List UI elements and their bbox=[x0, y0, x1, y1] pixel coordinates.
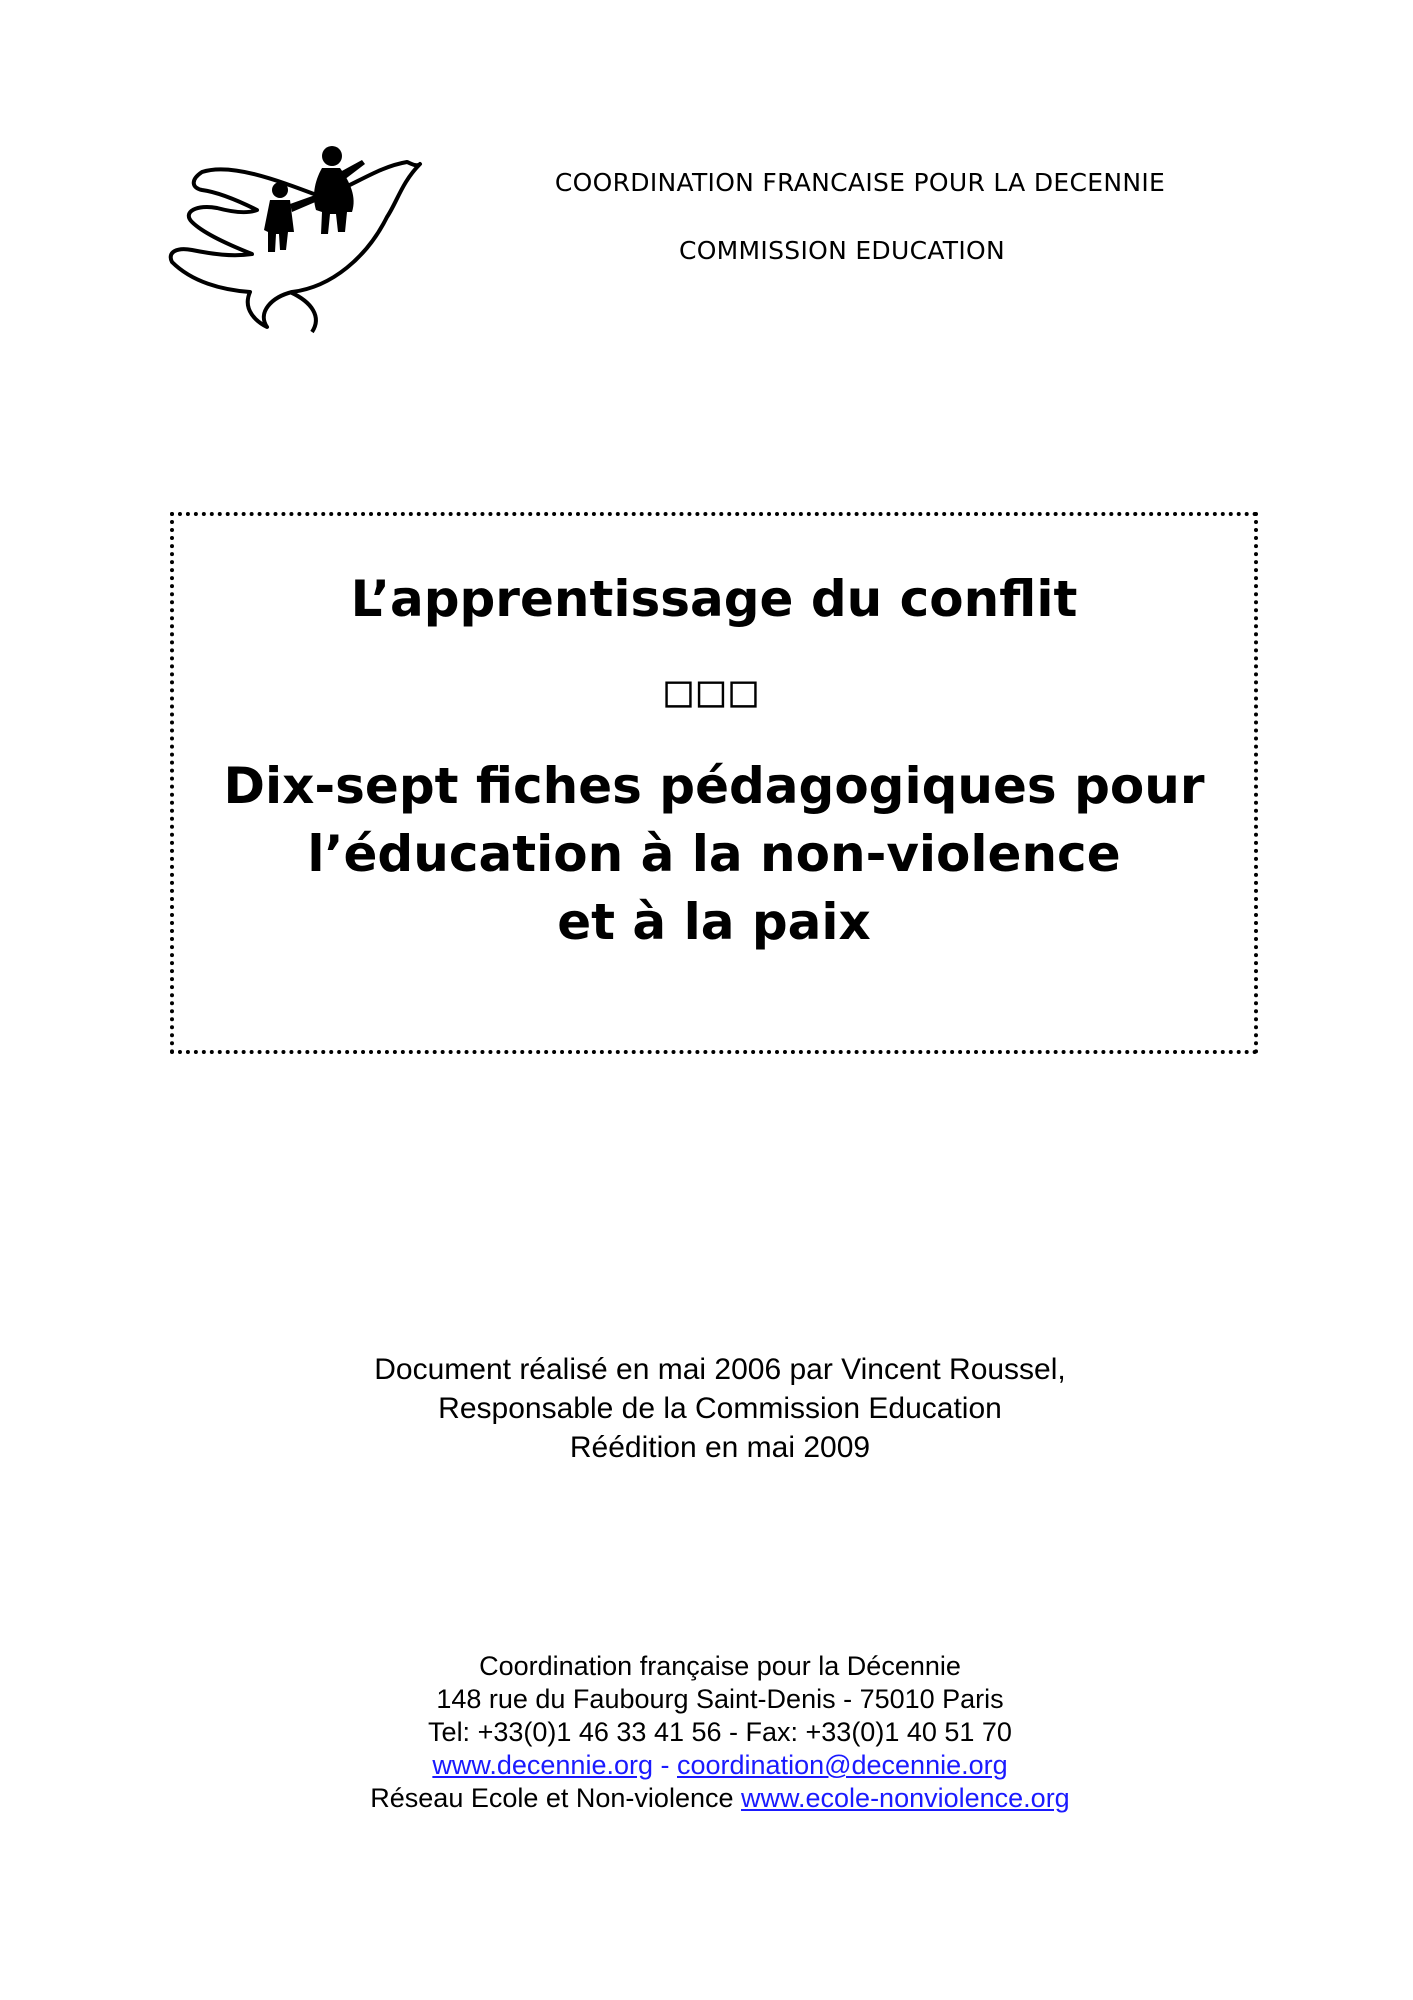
subtitle-line: Dix-sept fiches pédagogiques pour bbox=[223, 757, 1205, 815]
link-separator: - bbox=[653, 1750, 677, 1780]
network-website-link[interactable]: www.ecole-nonviolence.org bbox=[741, 1783, 1070, 1813]
credits-line: Responsable de la Commission Education bbox=[438, 1392, 1002, 1425]
network-line bbox=[240, 1782, 1200, 1815]
contact-name: Coordination française pour la Décennie bbox=[479, 1651, 961, 1681]
dove-children-logo-icon bbox=[162, 142, 432, 337]
network-separator bbox=[734, 1783, 742, 1813]
website-link[interactable]: www.decennie.org bbox=[432, 1750, 653, 1780]
title-box bbox=[170, 512, 1258, 1054]
contact-links-line bbox=[240, 1749, 1200, 1782]
contact-block bbox=[240, 1650, 1200, 1815]
credits-block bbox=[240, 1350, 1200, 1467]
commission-name: COMMISSION EDUCATION bbox=[678, 236, 1006, 265]
contact-address: 148 rue du Faubourg Saint-Denis - 75010 Paris bbox=[436, 1684, 1004, 1714]
document-title: L’apprentissage du conflit bbox=[350, 570, 1078, 628]
email-link[interactable]: coordination@decennie.org bbox=[677, 1750, 1008, 1780]
title-separator: □□□ bbox=[665, 666, 763, 717]
subtitle-line: et à la paix bbox=[557, 893, 871, 951]
document-subtitle bbox=[174, 752, 1254, 956]
network-label: Réseau Ecole et Non-violence bbox=[370, 1783, 734, 1813]
organization-name: COORDINATION FRANCAISE POUR LA DECENNIE bbox=[554, 168, 1166, 197]
credits-line: Réédition en mai 2009 bbox=[569, 1431, 871, 1464]
subtitle-line: l’éducation à la non-violence bbox=[307, 825, 1121, 883]
credits-line: Document réalisé en mai 2006 par Vincent Roussel, bbox=[374, 1353, 1066, 1386]
contact-phone: Tel: +33(0)1 46 33 41 56 - Fax: +33(0)1 40 51 70 bbox=[428, 1717, 1012, 1747]
